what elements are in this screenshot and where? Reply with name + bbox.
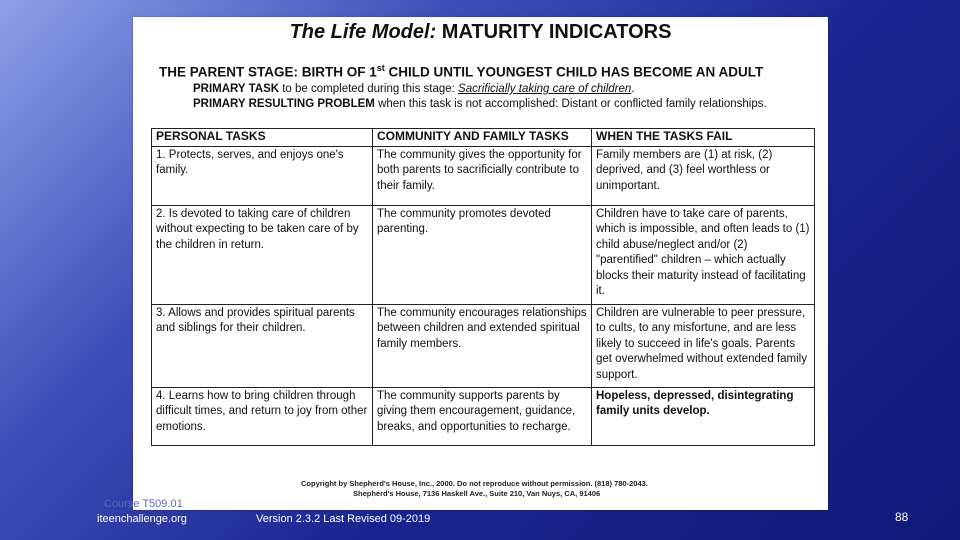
primary-task-line: PRIMARY TASK to be completed during this stage: Sacrificially taking care of children. [193,83,635,95]
community-task-3: The community encourages relationships between children and extended spiritual family members. [373,304,592,387]
primary-problem-line [193,98,767,110]
primary-task-value: Sacrificially taking care of children [458,83,632,95]
stage-pre: THE PARENT STAGE: BIRTH OF 1 [159,64,377,80]
document-title [133,21,828,44]
community-task-2: The community promotes devoted parenting. [373,205,592,304]
table-header-row [152,129,815,147]
version-label: Version 2.3.2 Last Revised 09-2019 [256,513,431,525]
stage-post: CHILD UNTIL YOUNGEST CHILD HAS BECOME AN ADULT [384,64,764,80]
page-number: 88 [895,510,909,524]
stage-sup: st [376,63,385,73]
tasks-table [151,128,815,446]
header-community: COMMUNITY AND FAMILY TASKS [373,129,592,147]
fail-result-3: Children are vulnerable to peer pressure, to cults, to any misfortune, and are less likely to succeed in life's goals. Parents get overwhelmed without extended family support. [592,304,815,387]
personal-task-2: 2. Is devoted to taking care of children without expecting to be taken care of by the children in return. [152,205,373,304]
primary-task-text: to be completed during this stage: [279,83,459,95]
personal-task-3: 3. Allows and provides spiritual parents and siblings for their children. [152,304,373,387]
personal-task-4: 4. Learns how to bring children through difficult times, and return to joy from other emotions. [152,387,373,445]
fail-result-2: Children have to take care of parents, which is impossible, and often leads to (1) child abuse/neglect and/or (2) "parentified" children – which actually blocks their maturity instead of facilitating it. [592,205,815,304]
header-fail: WHEN THE TASKS FAIL [592,129,815,147]
title-italic: The Life Model: [289,21,437,43]
primary-task-label: PRIMARY TASK [193,83,280,95]
document-page [133,17,828,510]
title-main: MATURITY INDICATORS [441,21,672,43]
fail-result-1: Family members are (1) at risk, (2) deprived, and (3) feel worthless or unimportant. [592,146,815,205]
course-label: Course T509.01 [104,498,183,510]
community-task-4: The community supports parents by giving them encouragement, guidance, breaks, and opportunities to recharge. [373,387,592,445]
fail-result-4: Hopeless, depressed, disintegrating family units develop. [592,387,815,445]
header-personal: PERSONAL TASKS [152,129,373,147]
personal-task-1: 1. Protects, serves, and enjoys one's family. [152,146,373,205]
primary-problem-text: when this task is not accomplished: Distant or conflicted family relationships. [374,98,767,110]
table-row [152,387,815,445]
site-link[interactable]: iteenchallenge.org [97,513,187,525]
copyright-line-1: Copyright by Shepherd's House, Inc., 2000. Do not reproduce without permission. (818) 780-2043. [301,479,648,488]
copyright-line-2: Shepherd's House, 7136 Haskell Ave., Suite 210, Van Nuys, CA, 91406 [353,489,601,498]
copyright-notice [301,479,648,499]
community-task-1: The community gives the opportunity for both parents to sacrificially contribute to their family. [373,146,592,205]
stage-heading [159,63,763,80]
table-row [152,304,815,387]
table-row [152,146,815,205]
primary-problem-label: PRIMARY RESULTING PROBLEM [193,98,375,110]
table-row [152,205,815,304]
